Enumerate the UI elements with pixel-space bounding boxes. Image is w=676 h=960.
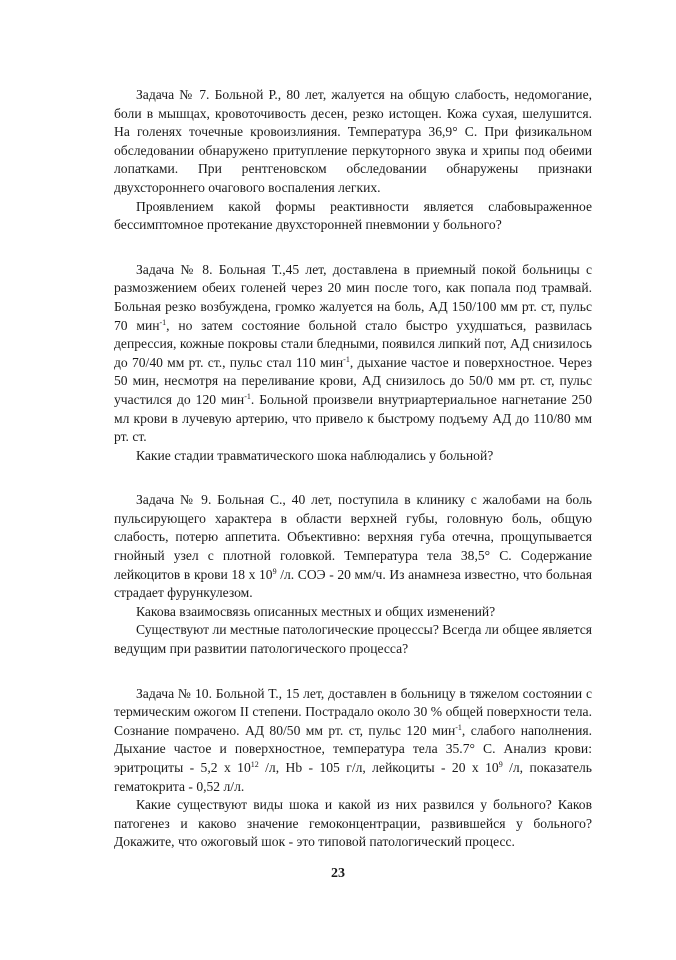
superscript: -1 — [159, 317, 167, 327]
text-run: /л, показатель гематокрита - 0,52 л/л. — [114, 760, 592, 794]
task-10 — [114, 685, 592, 852]
text-run: Задача № 7. Больной Р., 80 лет, жалуется на общую слабость, недомогание, боли в мышцах, кровоточивость десен, резко истощен. Кожа сухая, шелушится. На голенях точечные кровоизлияния. Температура 36,9° С. При физикальном обследовании обнаружено притупление перкуторного звука и хрипы под обеими лопатками. При рентгеновском обследовании обнаружены признаки двухстороннего очагового воспаления легких. — [114, 87, 592, 195]
task-statement — [114, 261, 592, 447]
task-9 — [114, 491, 592, 658]
text-run: , слабого наполнения. Дыхание частое и поверхностное, температура тела 35.7° С. Анализ крови: эритроциты - 5,2 х 10 — [114, 722, 593, 775]
task-statement — [114, 86, 592, 198]
task-question — [114, 621, 592, 658]
text-run: /л. СОЭ - 20 мм/ч. Из анамнеза известно, что больная страдает фурункулезом. — [114, 566, 592, 601]
text-run: , но затем состояние больной стало быстро ухудшаться, развилась депрессия, кожные покровы стали бледными, появился липкий пот, АД снизилось до 70/40 мм рт. ст., пульс стал 110 мин — [114, 317, 592, 370]
superscript: -1 — [343, 354, 350, 364]
task-statement — [114, 685, 592, 797]
text-run: Проявлением какой формы реактивности является слабовыраженное бессимптомное протекание двухсторонней пневмонии у больного? — [114, 198, 592, 233]
text-run: /л, Hb - 105 г/л, лейкоциты - 20 х 10 — [258, 760, 499, 775]
text-run: Какова взаимосвязь описанных местных и общих изменений? — [136, 603, 496, 619]
text-run: , дыхание частое и поверхностное. Через 50 мин, несмотря на переливание крови, АД снизилось до 50/0 мм рт. ст, пульс участился до 120 мин — [114, 354, 593, 407]
task-statement — [114, 491, 592, 603]
superscript: 9 — [272, 566, 277, 576]
text-run: Какие существуют виды шока и какой из них развился у больного? Каков патогенез и каково значение гемоконцентрации, развившейся у больного? Докажите, что ожоговый шок - это типовой патологический процесс. — [114, 797, 592, 850]
page-number: 23 — [331, 866, 345, 881]
task-question — [114, 796, 592, 852]
task-8 — [114, 261, 592, 466]
task-question — [114, 603, 592, 622]
superscript: -1 — [244, 391, 251, 401]
task-7 — [114, 86, 592, 235]
text-run: Какие стадии травматического шока наблюдались у больной? — [136, 447, 494, 463]
text-run: Задача № 8. Больная Т.,45 лет, доставлена в приемный покой больницы с размозжением обеих голеней через 20 мин после того, как попала под трамвай. Больная резко возбуждена, громко жалуется на боль, АД 150/100 мм рт. ст, пульс 70 мин — [114, 261, 592, 333]
superscript: 12 — [250, 760, 259, 769]
superscript: 9 — [498, 760, 503, 769]
task-question — [114, 447, 592, 466]
text-run: . Больной произвели внутриартериальное нагнетание 250 мл крови в лучевую артерию, что привело к быстрому подъему АД до 110/80 мм рт. ст. — [114, 391, 593, 445]
text-run: Задача № 10. Больной Т., 15 лет, доставлен в больницу в тяжелом состоянии с термическим ожогом II степени. Пострадало около 30 % общей поверхности тела. Сознание помрачено. АД 80/50 мм рт. ст, пульс 120 мин — [114, 685, 592, 738]
superscript: -1 — [455, 722, 462, 732]
text-run: Задача № 9. Больная С., 40 лет, поступила в клинику с жалобами на боль пульсирующего характера в области верхней губы, головную боль, общую слабость, потерю аппетита. Объективно: верхняя губа отечна, прощупывается гнойный узел с плотной головкой. Температура тела 38,5° С. Содержание лейкоцитов в крови 18 х 10 — [114, 492, 592, 582]
page-content — [114, 86, 592, 852]
text-run: Существуют ли местные патологические процессы? Всегда ли общее является ведущим при развитии патологического процесса? — [114, 622, 592, 657]
task-question — [114, 198, 592, 235]
